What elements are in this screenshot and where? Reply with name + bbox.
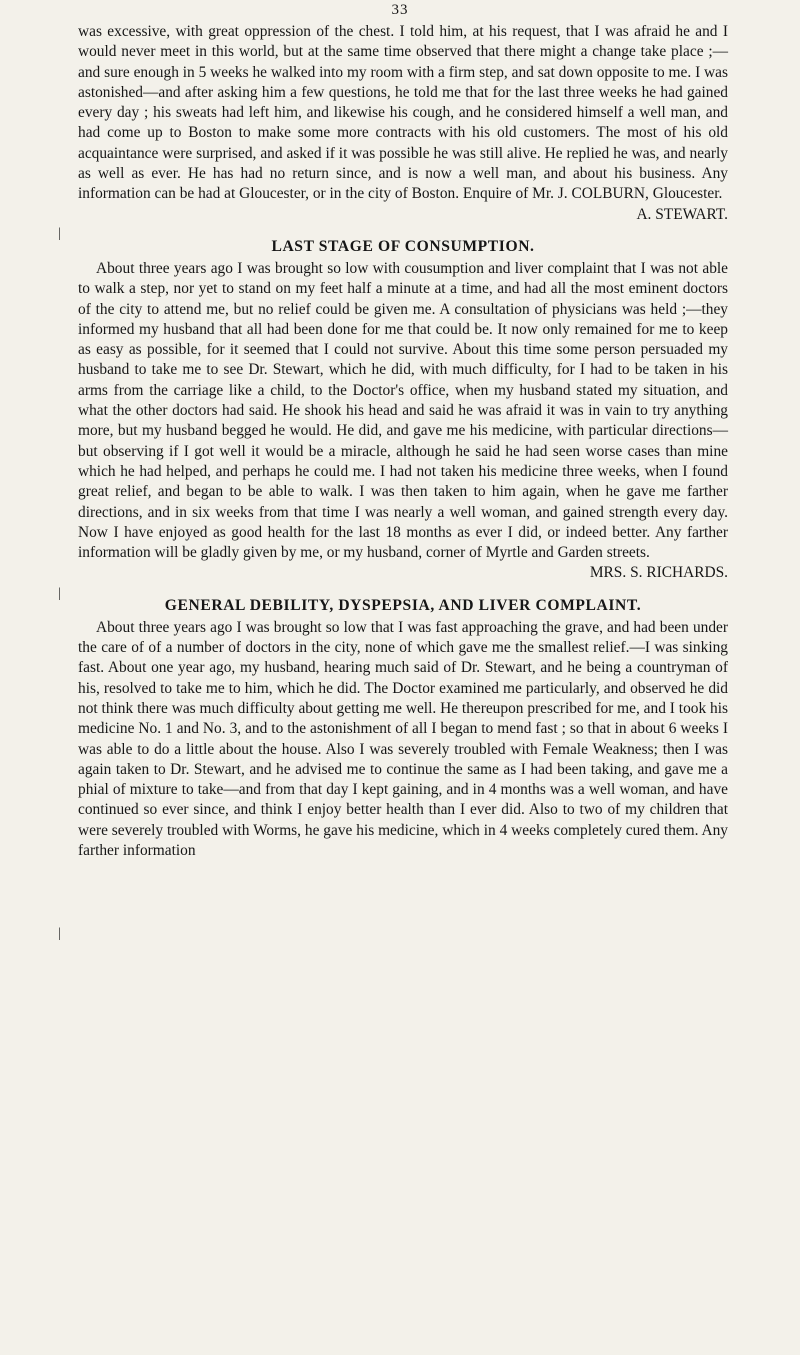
text-column	[78, 22, 728, 861]
page-number: 33	[391, 2, 409, 18]
section-heading: LAST STAGE OF CONSUMPTION.	[271, 237, 535, 255]
margin-mark: |	[58, 226, 61, 241]
section-debility	[78, 596, 728, 862]
section-heading: GENERAL DEBILITY, DYSPEPSIA, AND LIVER COMPLAINT.	[164, 596, 642, 614]
section-signature: MRS. S. RICHARDS.	[589, 564, 728, 582]
section-body: About three years ago I was brought so low that I was fast approaching the grave, and had been under the care of of a number of doctors in the city, none of which gave me the smallest relief.—I was sinking fast. About one year ago, my husband, hearing much said of Dr. Stewart, and he being a countryman of his, resolved to take me to him, which he did. The Doctor examined me particularly, and observed he did not think there was much difficulty about getting me well. He thereupon prescribed for me, and I took his medicine No. 1 and No. 3, and to the astonishment of all I began to mend fast ; so that in about 6 weeks I was able to do a little about the house. Also I was severely troubled with Female Weakness; then I was again taken to Dr. Stewart, and he advised me to continue the same as I had been taking, and gave me a phial of mixture to take—and from that day I kept gaining, and in 4 months was a well woman, and have continued so ever since, and think I enjoy better health than I ever did. Also to two of my children that were severely troubled with Worms, he gave his medicine, which in 4 weeks completely cured them. Any farther information	[78, 618, 728, 859]
letter-signature: A. STEWART.	[636, 205, 728, 223]
margin-mark: |	[58, 586, 61, 601]
section-body: About three years ago I was brought so low with cousumption and liver complaint that I was not able to walk a step, nor yet to stand on my feet half a minute at a time, and had all the most eminent doctors of the city to attend me, but no relief could be given me. A consultation of physicians was held ;—they informed my husband that all had been done for me that could be. It now only remained for me to keep as easy as possible, for it seemed that I could not survive. About this time some person persuaded my husband to take me to see Dr. Stewart, which he did, with much difficulty, for I had to be taken in his arms from the carriage like a child, to the Doctor's office, when my husband stated my situation, and what the other doctors had said. He shook his head and said he was afraid it was in vain to try anything more, but my husband begged he would. He did, and gave me his medicine, with particular directions—but observing if I got well it would be a miracle, although he said he had seen worse cases than mine which he had helped, and perhaps he could me. I had not taken his medicine three weeks, when I found great relief, and began to be able to walk. I was then taken to him again, when he gave me farther directions, and in six weeks from that time I was nearly a well woman, and gained strength every day. Now I have enjoyed as good health for the last 18 months as ever I did, or indeed better. Any farther information will be gladly given by me, or my husband, corner of Myrtle and Garden streets.	[78, 259, 728, 562]
letter-body: was excessive, with great oppression of the chest. I told him, at his request, that I was afraid he and I would never meet in this world, but at the same time observed that there might a change take place ;—and sure enough in 5 weeks he walked into my room with a firm step, and sat down opposite to me. I was astonished—and after asking him a few questions, he told me that for the last three weeks he had gained every day ; his sweats had left him, and likewise his cough, and he considered himself a well man, and had come up to Boston to make some more contracts with his old customers. The most of his old acquaintance were surprised, and asked if it was possible he was still alive. He replied he was, and nearly as well as ever. He has had no return since, and is now a well man, and about his business. Any information can be had at Gloucester, or in the city of Boston. Enquire of Mr. J. COLBURN, Gloucester.	[78, 23, 728, 203]
section-consumption	[78, 237, 728, 584]
continued-letter	[78, 22, 728, 225]
margin-mark: |	[58, 926, 61, 941]
